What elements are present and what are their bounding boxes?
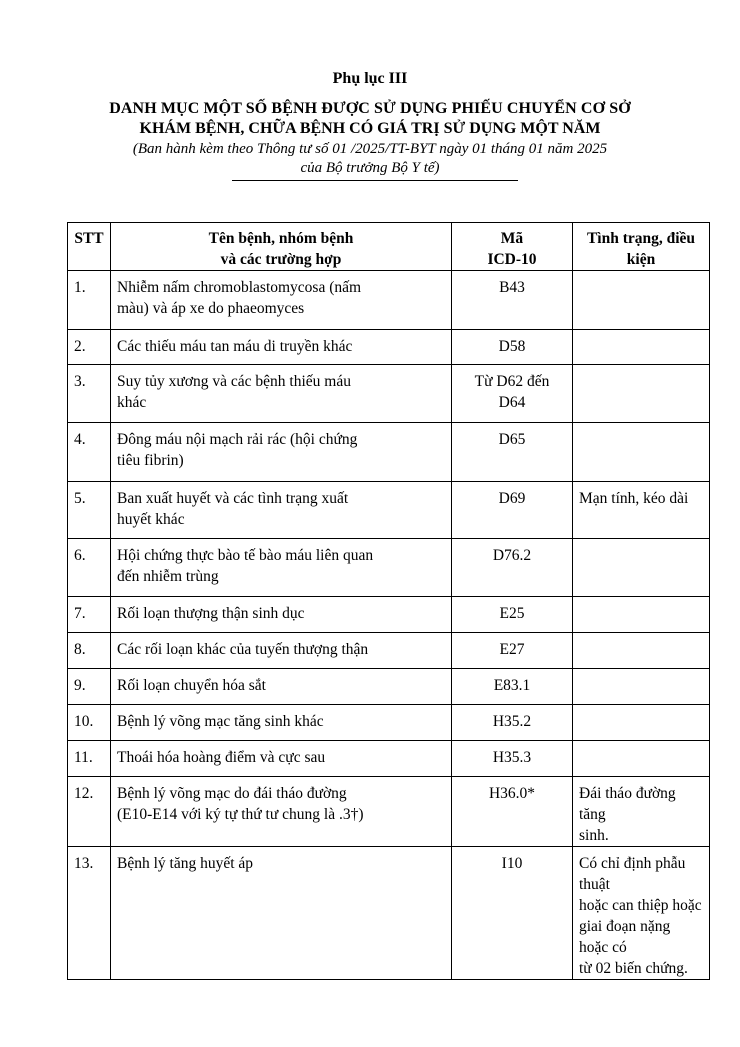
cell-condition-line: từ 02 biến chứng. xyxy=(579,960,688,977)
cell-icd-code-line: E25 xyxy=(499,605,525,622)
cell-icd-code-line: H35.2 xyxy=(492,713,532,730)
cell-disease-name xyxy=(111,633,452,669)
cell-icd-code xyxy=(452,482,573,539)
cell-condition xyxy=(573,597,710,633)
cell-stt xyxy=(68,423,111,482)
header-name-line-1: Tên bệnh, nhóm bệnh xyxy=(208,230,354,247)
cell-disease-name-line: Các thiếu máu tan máu di truyền khác xyxy=(117,338,353,355)
cell-icd-code-line: D58 xyxy=(498,338,526,355)
cell-stt xyxy=(68,633,111,669)
cell-disease-name xyxy=(111,482,452,539)
cell-icd-code xyxy=(452,741,573,777)
cell-condition xyxy=(573,847,710,980)
cell-stt-line: 2. xyxy=(74,338,86,355)
cell-icd-code xyxy=(452,365,573,423)
cell-disease-name-line: Suy tủy xương và các bệnh thiếu máu xyxy=(117,373,351,390)
cell-condition-line: hoặc can thiệp hoặc xyxy=(579,897,702,914)
cell-stt-line: 9. xyxy=(74,677,86,694)
cell-icd-code xyxy=(452,847,573,980)
header-code xyxy=(452,223,573,271)
cell-stt-line: 7. xyxy=(74,605,86,622)
cell-icd-code-line: I10 xyxy=(501,855,523,872)
cell-stt-line: 8. xyxy=(74,641,86,658)
cell-icd-code xyxy=(452,669,573,705)
cell-stt-line: 4. xyxy=(74,431,86,448)
cell-stt-line: 5. xyxy=(74,490,86,507)
header-name-line-2: và các trường hợp xyxy=(220,251,342,268)
cell-disease-name xyxy=(111,597,452,633)
cell-stt xyxy=(68,847,111,980)
table-row xyxy=(68,633,710,669)
cell-stt xyxy=(68,539,111,597)
cell-disease-name-line: Bệnh lý võng mạc do đái tháo đường xyxy=(117,785,347,802)
cell-disease-name xyxy=(111,705,452,741)
cell-icd-code-line: E83.1 xyxy=(493,677,531,694)
cell-disease-name xyxy=(111,365,452,423)
title-underline xyxy=(232,180,518,181)
cell-disease-name-line: Ban xuất huyết và các tình trạng xuất xyxy=(117,490,349,507)
cell-stt xyxy=(68,271,111,330)
table-row xyxy=(68,669,710,705)
subtitle-line-2: của Bộ trưởng Bộ Y tế) xyxy=(300,160,440,176)
cell-stt-line: 10. xyxy=(74,713,94,730)
table-row xyxy=(68,847,710,980)
cell-condition xyxy=(573,741,710,777)
table-row xyxy=(68,705,710,741)
cell-stt xyxy=(68,705,111,741)
cell-disease-name-line: (E10-E14 với ký tự thứ tư chung là .3†) xyxy=(117,806,364,823)
cell-icd-code-line: B43 xyxy=(499,279,525,296)
table-row xyxy=(68,741,710,777)
cell-stt xyxy=(68,741,111,777)
cell-condition-line: Đái tháo đường tăng xyxy=(579,785,676,823)
cell-disease-name xyxy=(111,741,452,777)
cell-icd-code-line: H35.3 xyxy=(492,749,532,766)
cell-icd-code xyxy=(452,423,573,482)
title-line-2: KHÁM BỆNH, CHỮA BỆNH CÓ GIÁ TRỊ SỬ DỤNG MỘT NĂM xyxy=(139,120,601,137)
cell-icd-code-line: H36.0* xyxy=(488,785,536,802)
table-row xyxy=(68,365,710,423)
cell-disease-name-line: Hội chứng thực bào tế bào máu liên quan xyxy=(117,547,374,564)
cell-stt-line: 1. xyxy=(74,279,86,296)
table-header-row xyxy=(68,223,710,271)
cell-disease-name-line: Bệnh lý tăng huyết áp xyxy=(117,855,254,872)
cell-disease-name xyxy=(111,847,452,980)
cell-condition xyxy=(573,365,710,423)
cell-stt xyxy=(68,330,111,365)
cell-disease-name-line: màu) và áp xe do phaeomyces xyxy=(117,300,305,317)
cell-disease-name-line: Nhiễm nấm chromoblastomycosa (nấm xyxy=(117,279,362,296)
table-row xyxy=(68,777,710,847)
cell-stt-line: 12. xyxy=(74,785,94,802)
cell-disease-name-line: Rối loạn thượng thận sinh dục xyxy=(117,605,305,622)
cell-stt-line: 6. xyxy=(74,547,86,564)
cell-icd-code xyxy=(452,330,573,365)
subtitle-line-1: (Ban hành kèm theo Thông tư số 01 /2025/TT-BYT ngày 01 tháng 01 năm 2025 xyxy=(132,141,608,157)
header-code-line-1: Mã xyxy=(500,230,524,247)
cell-disease-name-line: đến nhiễm trùng xyxy=(117,568,219,585)
cell-icd-code-line: Từ D62 đến xyxy=(474,373,550,390)
cell-stt xyxy=(68,669,111,705)
cell-disease-name-line: huyết khác xyxy=(117,511,185,528)
table-row xyxy=(68,330,710,365)
cell-disease-name-line: Các rối loạn khác của tuyến thượng thận xyxy=(117,641,369,658)
cell-icd-code-line: D76.2 xyxy=(492,547,532,564)
table-row xyxy=(68,482,710,539)
cell-disease-name xyxy=(111,423,452,482)
cell-disease-name xyxy=(111,271,452,330)
cell-condition xyxy=(573,539,710,597)
cell-disease-name xyxy=(111,777,452,847)
cell-disease-name-line: Bệnh lý võng mạc tăng sinh khác xyxy=(117,713,324,730)
cell-disease-name-line: Đông máu nội mạch rải rác (hội chứng xyxy=(117,431,358,448)
cell-icd-code-line: E27 xyxy=(499,641,525,658)
cell-condition xyxy=(573,423,710,482)
cell-condition xyxy=(573,669,710,705)
cell-stt-line: 3. xyxy=(74,373,86,390)
cell-icd-code xyxy=(452,271,573,330)
cell-stt xyxy=(68,365,111,423)
header-condition: Tình trạng, điều kiện xyxy=(573,223,710,271)
cell-icd-code xyxy=(452,777,573,847)
cell-stt xyxy=(68,482,111,539)
cell-disease-name-line: Thoái hóa hoàng điểm và cực sau xyxy=(117,749,326,766)
cell-icd-code-line: D65 xyxy=(498,431,526,448)
cell-condition xyxy=(573,271,710,330)
cell-condition xyxy=(573,705,710,741)
disease-table xyxy=(67,222,710,980)
cell-condition xyxy=(573,777,710,847)
cell-disease-name-line: tiêu fibrin) xyxy=(117,452,184,469)
cell-condition-line: Mạn tính, kéo dài xyxy=(579,490,689,507)
cell-icd-code-line: D64 xyxy=(498,394,526,411)
table-row xyxy=(68,539,710,597)
cell-condition-line: Có chỉ định phẫu thuật xyxy=(579,855,686,893)
cell-disease-name-line: Rối loạn chuyển hóa sắt xyxy=(117,677,266,694)
cell-disease-name xyxy=(111,330,452,365)
cell-icd-code xyxy=(452,633,573,669)
title-line-1: DANH MỤC MỘT SỐ BỆNH ĐƯỢC SỬ DỤNG PHIẾU CHUYỂN CƠ SỞ xyxy=(109,100,631,117)
cell-condition-line: sinh. xyxy=(579,827,609,844)
table-row xyxy=(68,271,710,330)
cell-stt xyxy=(68,597,111,633)
appendix-label: Phụ lục III xyxy=(332,70,408,87)
header-name xyxy=(111,223,452,271)
cell-stt-line: 13. xyxy=(74,855,94,872)
cell-condition-line: giai đoạn nặng hoặc có xyxy=(579,918,671,956)
header-stt: STT xyxy=(68,223,111,271)
cell-icd-code xyxy=(452,539,573,597)
cell-condition xyxy=(573,482,710,539)
cell-icd-code xyxy=(452,705,573,741)
table-row xyxy=(68,597,710,633)
cell-condition xyxy=(573,633,710,669)
cell-disease-name-line: khác xyxy=(117,394,147,411)
table-row xyxy=(68,423,710,482)
cell-icd-code xyxy=(452,597,573,633)
cell-stt-line: 11. xyxy=(74,749,93,766)
cell-condition xyxy=(573,330,710,365)
cell-disease-name xyxy=(111,539,452,597)
cell-stt xyxy=(68,777,111,847)
cell-icd-code-line: D69 xyxy=(498,490,526,507)
header-code-line-2: ICD-10 xyxy=(487,251,537,268)
cell-disease-name xyxy=(111,669,452,705)
